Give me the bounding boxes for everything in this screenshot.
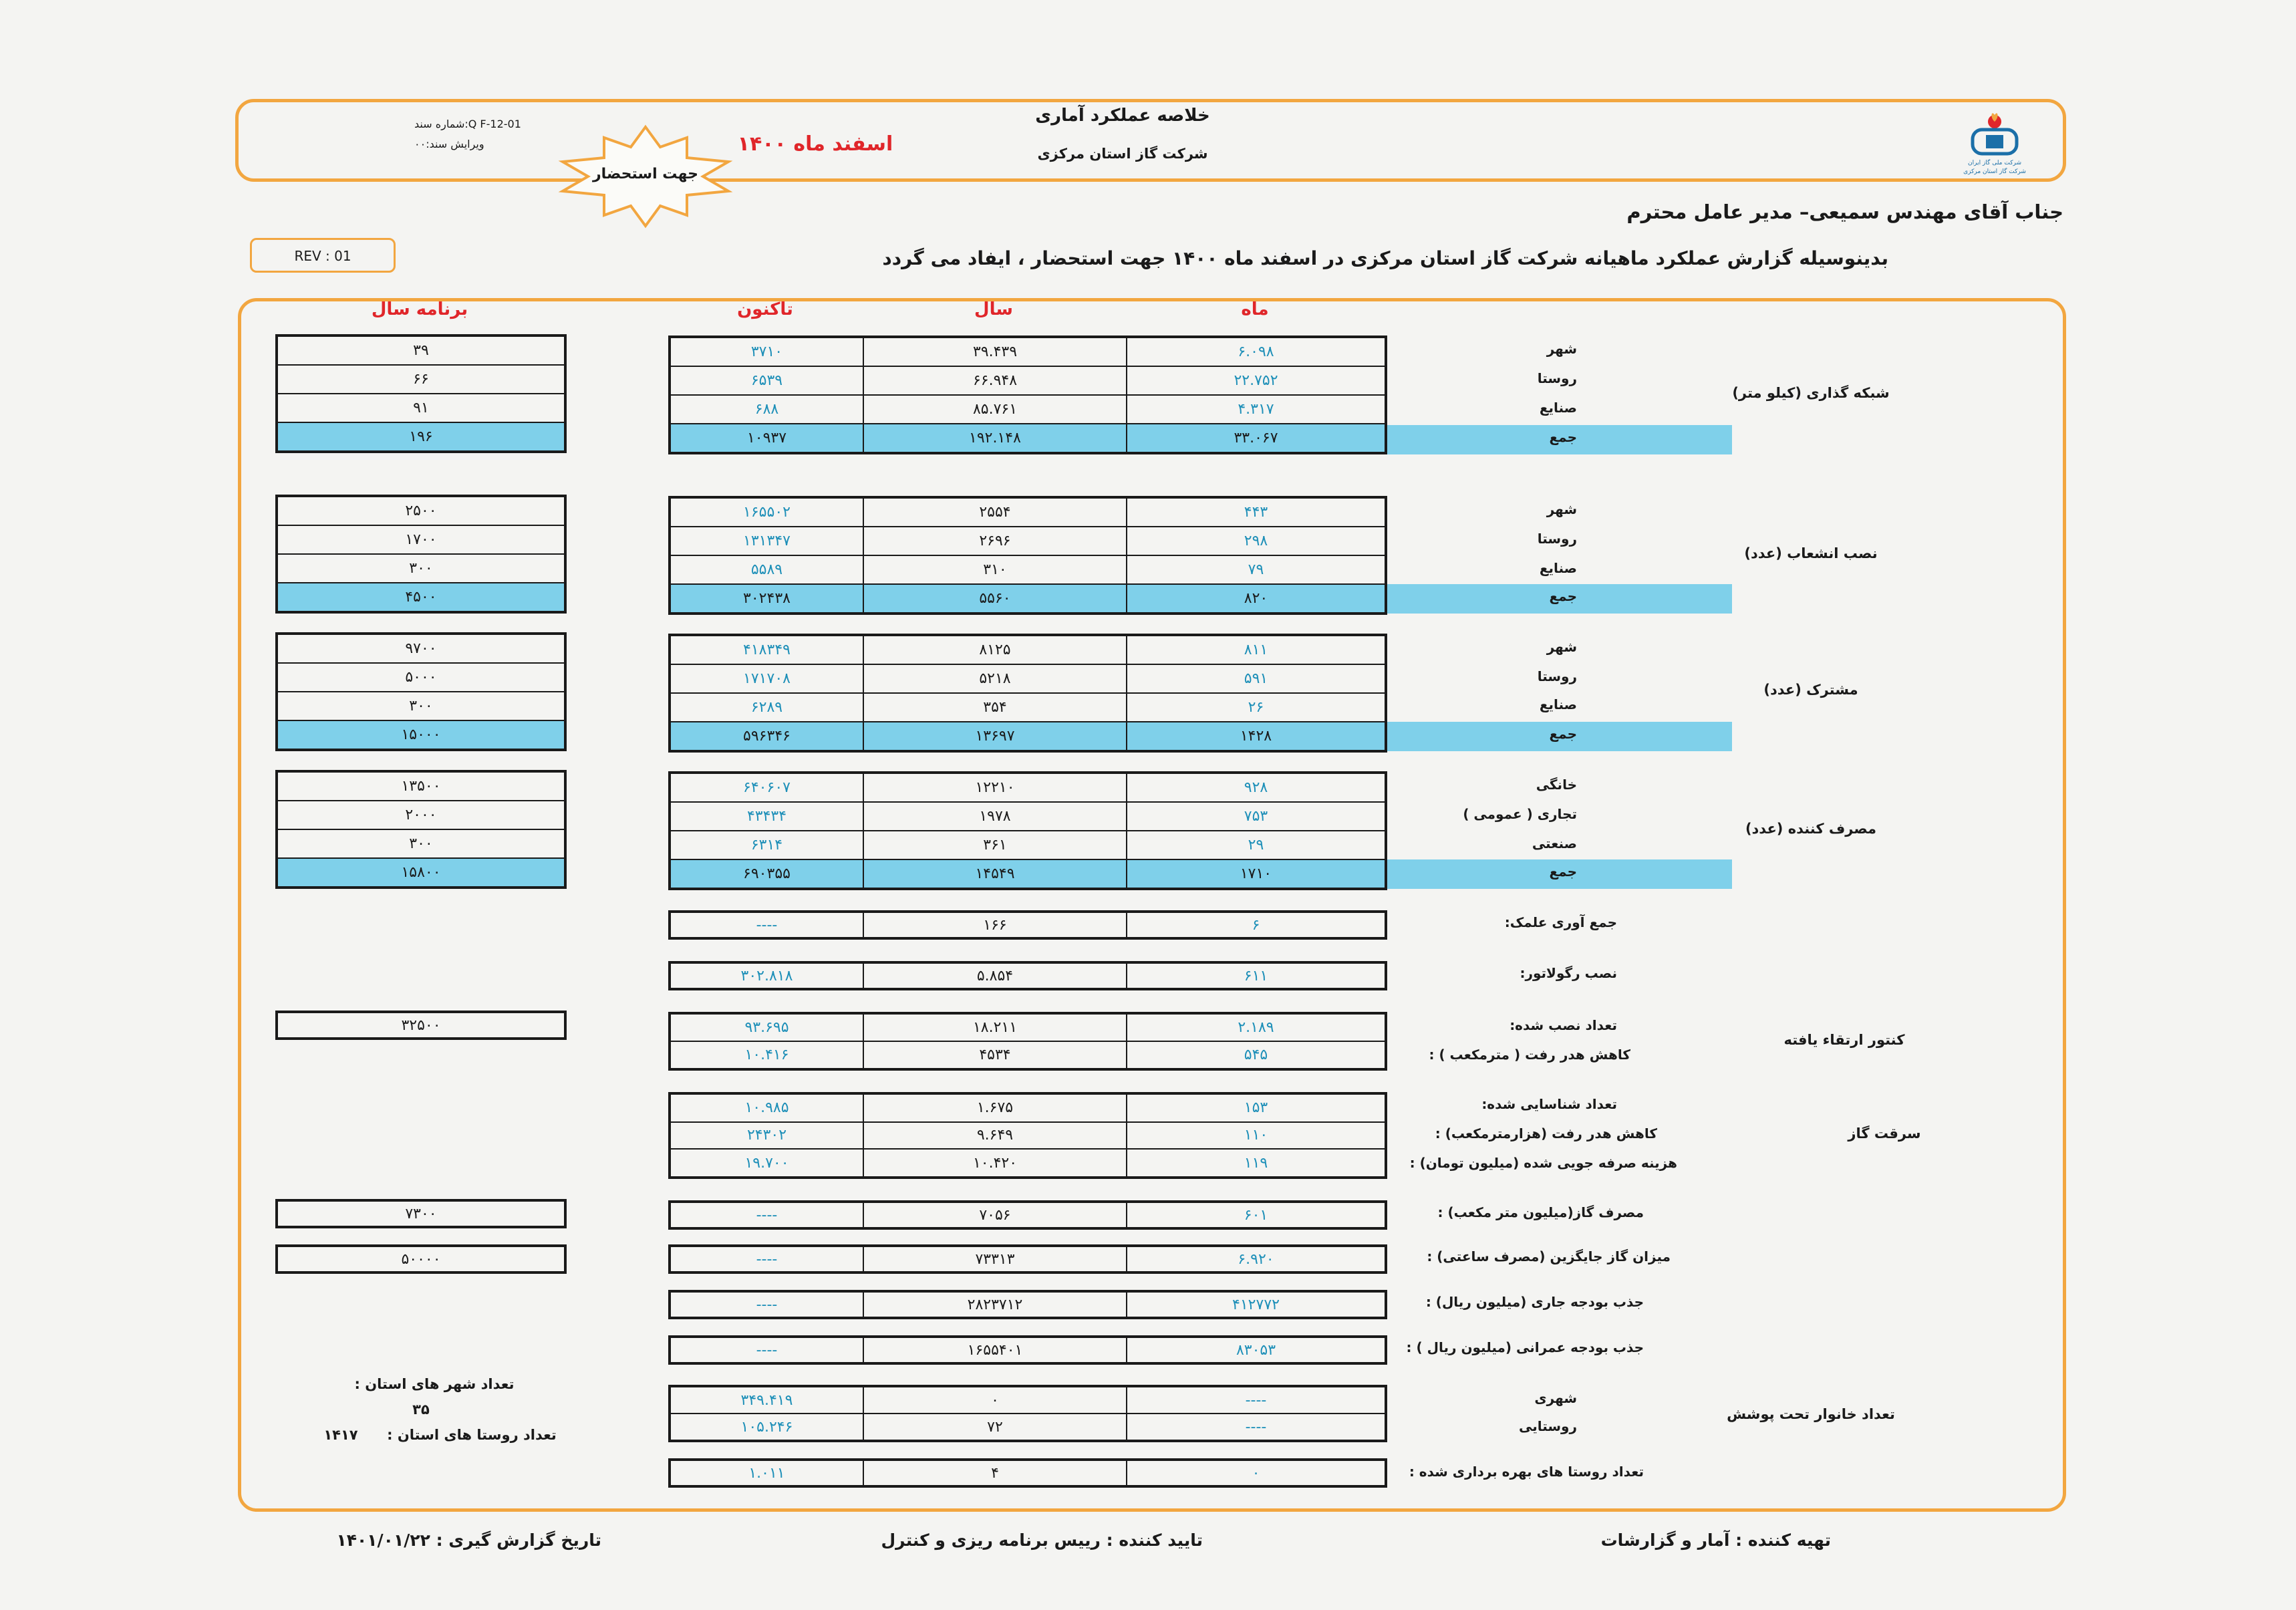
gas-theft-loss-year: ۹.۶۴۹ <box>863 1122 1127 1150</box>
subscriber-city-month: ۸۱۱ <box>1127 635 1386 664</box>
table-row <box>277 422 565 452</box>
table-row <box>670 773 1386 802</box>
subscriber-industry-todate: ۶۲۸۹ <box>670 693 863 722</box>
table-row <box>670 664 1386 693</box>
regulator-table <box>668 961 1387 990</box>
company-name: شرکت گاز استان مرکزی <box>1037 146 1208 162</box>
table-row <box>670 497 1386 527</box>
svg-text:شرکت ملی گاز ایران: شرکت ملی گاز ایران <box>1968 160 2021 166</box>
branch-city-todate: ۱۶۵۵۰۲ <box>670 497 863 527</box>
network-total-year: ۱۹۲.۱۴۸ <box>863 424 1127 453</box>
network-plan-city: ۳۹ <box>277 336 565 365</box>
subscriber-plan-industry: ۳۰۰ <box>277 692 565 720</box>
branch-total-month: ۸۲۰ <box>1127 584 1386 614</box>
consumer-label-total: جمع <box>1549 863 1577 880</box>
network-total-month: ۳۳.۰۶۷ <box>1127 424 1386 453</box>
branch-table <box>668 496 1387 615</box>
households-label-rural: روستایی <box>1518 1418 1577 1434</box>
network-industry-year: ۸۵.۷۶۱ <box>863 395 1127 424</box>
branch-label-city: شهر <box>1546 501 1577 517</box>
table-row <box>670 831 1386 859</box>
current-budget-todate: ---- <box>670 1291 863 1318</box>
flag-collection-todate: ---- <box>670 912 863 938</box>
households-urban-year: ۰ <box>863 1386 1127 1414</box>
network-village-month: ۲۲.۷۵۲ <box>1127 366 1386 395</box>
network-plan-industry: ۹۱ <box>277 394 565 422</box>
current-budget-month: ۴۱۲۷۷۲ <box>1127 1291 1386 1318</box>
households-urban-month: ---- <box>1127 1386 1386 1414</box>
branch-city-month: ۴۴۳ <box>1127 497 1386 527</box>
smart-meter-plan: ۳۲۵۰۰ <box>277 1012 565 1039</box>
consumer-total-year: ۱۴۵۴۹ <box>863 859 1127 889</box>
dev-budget-year: ۱۶۵۵۴۰۱ <box>863 1337 1127 1363</box>
network-industry-todate: ۶۸۸ <box>670 395 863 424</box>
table-row <box>670 1013 1386 1041</box>
network-label-city: شهر <box>1546 341 1577 357</box>
gas-theft-identified-year: ۱.۶۷۵ <box>863 1093 1127 1122</box>
network-city-year: ۳۹.۴۳۹ <box>863 337 1127 366</box>
subscriber-label-city: شهر <box>1546 639 1577 655</box>
document-number: شماره سند:Q F-12-01 <box>414 118 521 130</box>
network-village-todate: ۶۵۳۹ <box>670 366 863 395</box>
households-table <box>668 1385 1387 1442</box>
gas-substitute-todate: ---- <box>670 1246 863 1272</box>
subscriber-label-total: جمع <box>1549 726 1577 742</box>
column-header-plan: برنامه سال <box>371 299 468 319</box>
subscriber-village-year: ۵۲۱۸ <box>863 664 1127 693</box>
consumer-home-todate: ۶۴۰۶۰۷ <box>670 773 863 802</box>
column-header-month: ماه <box>1241 299 1269 319</box>
column-header-todate: تاکنون <box>737 299 793 319</box>
dev-budget-label: جذب بودجه عمرانی (میلیون ریال ) : <box>1406 1339 1644 1355</box>
smart-meter-loss-year: ۴۵۳۴ <box>863 1041 1127 1069</box>
branch-plan-table <box>275 495 567 614</box>
gas-theft-label-savings: هزینه صرفه جویی شده (میلیون تومان) : <box>1409 1155 1677 1171</box>
table-row <box>277 336 565 365</box>
branch-label-village: روستا <box>1537 531 1577 547</box>
network-plan-village: ۶۶ <box>277 365 565 394</box>
gas-consumption-table <box>668 1200 1387 1230</box>
regulator-label: نصب رگولاتور: <box>1520 965 1617 981</box>
consumer-commercial-todate: ۴۳۴۳۴ <box>670 802 863 831</box>
consumer-commercial-year: ۱۹۷۸ <box>863 802 1127 831</box>
smart-meter-section-title: کنتور ارتقاء یافته <box>1783 1032 1905 1048</box>
table-row <box>670 802 1386 831</box>
table-row <box>670 424 1386 453</box>
subscriber-plan-village: ۵۰۰۰ <box>277 663 565 692</box>
subscriber-total-todate: ۵۹۶۳۴۶ <box>670 722 863 751</box>
svg-text:شرکت گاز استان مرکزی: شرکت گاز استان مرکزی <box>1963 168 2026 175</box>
gas-consumption-plan-table <box>275 1199 567 1228</box>
smart-meter-installed-todate: ۹۳.۶۹۵ <box>670 1013 863 1041</box>
villages-month: ۰ <box>1127 1460 1386 1486</box>
flag-collection-table <box>668 910 1387 940</box>
gas-substitute-plan: ۵۰۰۰۰ <box>277 1246 565 1272</box>
flag-collection-month: ۶ <box>1127 912 1386 938</box>
gas-theft-loss-month: ۱۱۰ <box>1127 1122 1386 1150</box>
company-logo <box>1951 110 2038 176</box>
branch-section-title: نصب انشعاب (عدد) <box>1744 545 1878 561</box>
consumer-label-industry: صنعتی <box>1532 835 1577 851</box>
table-row <box>670 584 1386 614</box>
households-rural-month: ---- <box>1127 1414 1386 1441</box>
table-row <box>277 771 565 801</box>
branch-city-year: ۲۵۵۴ <box>863 497 1127 527</box>
smart-meter-installed-year: ۱۸.۲۱۱ <box>863 1013 1127 1041</box>
consumer-plan-total: ۱۵۸۰۰ <box>277 858 565 888</box>
table-row <box>277 692 565 720</box>
network-label-village: روستا <box>1537 370 1577 386</box>
smart-meter-installed-month: ۲.۱۸۹ <box>1127 1013 1386 1041</box>
gas-substitute-month: ۶.۹۲۰ <box>1127 1246 1386 1272</box>
smart-meter-loss-todate: ۱۰.۴۱۶ <box>670 1041 863 1069</box>
branch-label-total: جمع <box>1549 588 1577 604</box>
consumer-total-month: ۱۷۱۰ <box>1127 859 1386 889</box>
branch-label-industry: صنایع <box>1539 560 1577 576</box>
table-row <box>670 1386 1386 1414</box>
table-row <box>277 801 565 829</box>
branch-village-month: ۲۹۸ <box>1127 527 1386 555</box>
subscriber-village-todate: ۱۷۱۷۰۸ <box>670 664 863 693</box>
table-row <box>670 366 1386 395</box>
consumer-total-todate: ۶۹۰۳۵۵ <box>670 859 863 889</box>
regulator-year: ۵.۸۵۴ <box>863 962 1127 989</box>
table-row <box>670 1291 1386 1318</box>
revision-box: REV : 01 <box>250 238 396 273</box>
province-cities-label: تعداد شهر های استان : <box>354 1376 515 1392</box>
subscriber-table <box>668 634 1387 753</box>
smart-meter-label-loss: کاهش هدر رفت ( مترمکعب ) : <box>1429 1047 1630 1063</box>
table-row <box>670 722 1386 751</box>
footer-approver: تایید کننده : رییس برنامه ریزی و کنترل <box>881 1530 1203 1550</box>
table-row <box>277 496 565 525</box>
table-row <box>670 1093 1386 1122</box>
footer-report-date: تاریخ گزارش گیری : ۱۴۰۱/۰۱/۲۲ <box>336 1530 601 1550</box>
table-row <box>277 1012 565 1039</box>
network-plan-table <box>275 334 567 453</box>
branch-plan-industry: ۳۰۰ <box>277 554 565 583</box>
table-row <box>277 1246 565 1272</box>
table-row <box>670 337 1386 366</box>
branch-village-year: ۲۶۹۶ <box>863 527 1127 555</box>
table-row <box>277 554 565 583</box>
table-row <box>277 634 565 663</box>
network-label-industry: صنایع <box>1539 400 1577 416</box>
consumer-label-commercial: تجاری ( عمومی ) <box>1463 806 1577 822</box>
table-row <box>670 635 1386 664</box>
network-table <box>668 336 1387 454</box>
villages-todate: ۱.۰۱۱ <box>670 1460 863 1486</box>
consumer-industry-todate: ۶۳۱۴ <box>670 831 863 859</box>
gas-theft-savings-year: ۱۰.۴۲۰ <box>863 1149 1127 1178</box>
dev-budget-table <box>668 1335 1387 1365</box>
subscriber-city-todate: ۴۱۸۳۴۹ <box>670 635 863 664</box>
gas-theft-section-title: سرقت گاز <box>1848 1125 1921 1142</box>
gas-substitute-label: میزان گاز جایگزین (مصرف ساعتی) : <box>1427 1248 1671 1264</box>
table-row <box>670 395 1386 424</box>
gas-consumption-plan: ۷۳۰۰ <box>277 1200 565 1227</box>
consumer-plan-commercial: ۲۰۰۰ <box>277 801 565 829</box>
households-rural-todate: ۱۰۵.۲۴۶ <box>670 1414 863 1441</box>
subscriber-industry-year: ۳۵۴ <box>863 693 1127 722</box>
regulator-month: ۶۱۱ <box>1127 962 1386 989</box>
table-row <box>277 525 565 554</box>
households-rural-year: ۷۲ <box>863 1414 1127 1441</box>
subscriber-plan-city: ۹۷۰۰ <box>277 634 565 663</box>
subscriber-plan-table <box>275 632 567 751</box>
table-row <box>277 583 565 612</box>
current-budget-year: ۲۸۲۳۷۱۲ <box>863 1291 1127 1318</box>
network-village-year: ۶۶.۹۴۸ <box>863 366 1127 395</box>
consumer-industry-month: ۲۹ <box>1127 831 1386 859</box>
dev-budget-todate: ---- <box>670 1337 863 1363</box>
salutation: جناب آقای مهندس سمیعی– مدیر عامل محترم <box>1626 200 2063 223</box>
smart-meter-table <box>668 1012 1387 1071</box>
gas-substitute-plan-table <box>275 1244 567 1274</box>
consumer-home-year: ۱۲۲۱۰ <box>863 773 1127 802</box>
gas-theft-table <box>668 1092 1387 1179</box>
table-row <box>670 1202 1386 1228</box>
table-row <box>277 720 565 750</box>
network-city-month: ۶.۰۹۸ <box>1127 337 1386 366</box>
table-row <box>277 394 565 422</box>
consumer-label-home: خانگی <box>1536 777 1577 793</box>
table-row <box>277 663 565 692</box>
current-budget-label: جذب بودجه جاری (میلیون ریال) : <box>1425 1294 1644 1310</box>
villages-year: ۴ <box>863 1460 1127 1486</box>
table-row <box>670 912 1386 938</box>
subscriber-section-title: مشترک (عدد) <box>1763 682 1858 698</box>
gas-consumption-year: ۷۰۵۶ <box>863 1202 1127 1228</box>
branch-total-year: ۵۵۶۰ <box>863 584 1127 614</box>
subscriber-label-industry: صنایع <box>1539 696 1577 712</box>
table-row <box>670 1122 1386 1150</box>
gas-theft-identified-month: ۱۵۳ <box>1127 1093 1386 1122</box>
consumer-commercial-month: ۷۵۳ <box>1127 802 1386 831</box>
subscriber-city-year: ۸۱۲۵ <box>863 635 1127 664</box>
network-section-title: شبکه گذاری (کیلو متر) <box>1732 385 1890 401</box>
branch-plan-village: ۱۷۰۰ <box>277 525 565 554</box>
network-total-todate: ۱۰۹۳۷ <box>670 424 863 453</box>
footer-preparer: تهیه کننده : آمار و گزارشات <box>1600 1530 1831 1550</box>
network-label-total: جمع <box>1549 429 1577 445</box>
households-urban-todate: ۳۴۹.۴۱۹ <box>670 1386 863 1414</box>
network-city-todate: ۳۷۱۰ <box>670 337 863 366</box>
table-row <box>670 1337 1386 1363</box>
consumer-table <box>668 771 1387 890</box>
gas-consumption-label: مصرف گاز(میلیون متر مکعب) : <box>1437 1204 1644 1220</box>
subscriber-plan-total: ۱۵۰۰۰ <box>277 720 565 750</box>
table-row <box>670 1414 1386 1441</box>
consumer-industry-year: ۳۶۱ <box>863 831 1127 859</box>
subscriber-village-month: ۵۹۱ <box>1127 664 1386 693</box>
table-row <box>670 1460 1386 1486</box>
table-row <box>670 693 1386 722</box>
villages-label: تعداد روستا های بهره برداری شده : <box>1409 1464 1644 1480</box>
branch-industry-month: ۷۹ <box>1127 555 1386 584</box>
dev-budget-month: ۸۳۰۵۳ <box>1127 1337 1386 1363</box>
branch-total-todate: ۳۰۲۴۳۸ <box>670 584 863 614</box>
table-row <box>670 555 1386 584</box>
table-row <box>670 1246 1386 1272</box>
consumer-home-month: ۹۲۸ <box>1127 773 1386 802</box>
column-header-year: سال <box>974 299 1013 319</box>
branch-plan-city: ۲۵۰۰ <box>277 496 565 525</box>
villages-table <box>668 1458 1387 1488</box>
report-title: خلاصه عملکرد آماری <box>1035 106 1210 126</box>
review-badge-text: جهت استحضار <box>593 166 698 182</box>
households-section-title: تعداد خانوار تحت پوشش <box>1727 1406 1895 1422</box>
subscriber-label-village: روستا <box>1537 668 1577 684</box>
gas-theft-savings-todate: ۱۹.۷۰۰ <box>670 1149 863 1178</box>
table-row <box>277 829 565 858</box>
gas-consumption-todate: ---- <box>670 1202 863 1228</box>
intro-text: بدینوسیله گزارش عملکرد ماهیانه شرکت گاز استان مرکزی در اسفند ماه ۱۴۰۰ جهت استحضار ، ایفاد می گردد <box>882 247 1888 269</box>
branch-industry-todate: ۵۵۸۹ <box>670 555 863 584</box>
gas-theft-label-loss: کاهش هدر رفت (هزارمترمکعب) : <box>1435 1125 1657 1142</box>
subscriber-total-year: ۱۳۶۹۷ <box>863 722 1127 751</box>
gas-substitute-year: ۷۳۳۱۳ <box>863 1246 1127 1272</box>
gas-theft-identified-todate: ۱۰.۹۸۵ <box>670 1093 863 1122</box>
gas-theft-label-identified: تعداد شناسایی شده: <box>1481 1096 1617 1112</box>
subscriber-total-month: ۱۴۲۸ <box>1127 722 1386 751</box>
subscriber-industry-month: ۲۶ <box>1127 693 1386 722</box>
branch-industry-year: ۳۱۰ <box>863 555 1127 584</box>
flag-collection-year: ۱۶۶ <box>863 912 1127 938</box>
consumer-plan-home: ۱۳۵۰۰ <box>277 771 565 801</box>
households-label-urban: شهری <box>1534 1390 1577 1406</box>
regulator-todate: ۳۰۲.۸۱۸ <box>670 962 863 989</box>
body-frame <box>238 298 2066 1512</box>
smart-meter-plan-table <box>275 1011 567 1040</box>
province-villages-label: تعداد روستا های استان : <box>387 1427 557 1443</box>
consumer-section-title: مصرف کننده (عدد) <box>1745 821 1877 837</box>
table-row <box>670 527 1386 555</box>
network-plan-total: ۱۹۶ <box>277 422 565 452</box>
consumer-plan-industry: ۳۰۰ <box>277 829 565 858</box>
smart-meter-label-installed: تعداد نصب شده: <box>1510 1017 1617 1033</box>
current-budget-table <box>668 1290 1387 1319</box>
gas-theft-savings-month: ۱۱۹ <box>1127 1149 1386 1178</box>
table-row <box>277 365 565 394</box>
gas-theft-loss-todate: ۲۴۳۰۲ <box>670 1122 863 1150</box>
gas-consumption-month: ۶۰۱ <box>1127 1202 1386 1228</box>
table-row <box>277 1200 565 1227</box>
gas-substitute-table <box>668 1244 1387 1274</box>
table-row <box>670 1149 1386 1178</box>
consumer-plan-table <box>275 770 567 889</box>
table-row <box>670 962 1386 989</box>
province-villages-value: ۱۴۱۷ <box>323 1427 358 1443</box>
network-industry-month: ۴.۳۱۷ <box>1127 395 1386 424</box>
report-period: اسفند ماه ۱۴۰۰ <box>737 132 893 156</box>
province-cities-value: ۳۵ <box>412 1401 430 1418</box>
table-row <box>670 1041 1386 1069</box>
document-edition: ویرایش سند:۰۰ <box>414 138 484 150</box>
branch-plan-total: ۴۵۰۰ <box>277 583 565 612</box>
flag-collection-label: جمع آوری علمک: <box>1504 914 1617 930</box>
smart-meter-loss-month: ۵۴۵ <box>1127 1041 1386 1069</box>
table-row <box>277 858 565 888</box>
table-row <box>670 859 1386 889</box>
branch-village-todate: ۱۳۱۳۴۷ <box>670 527 863 555</box>
